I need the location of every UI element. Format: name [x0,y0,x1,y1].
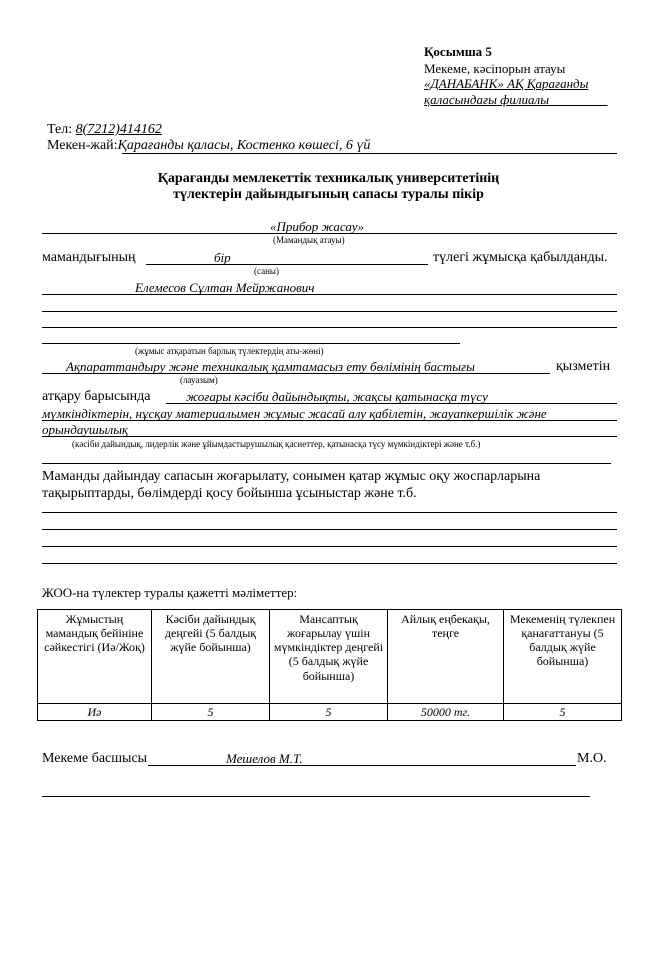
address-underline [122,153,617,154]
signature-line [148,765,576,766]
table-title: ЖОО-на түлектер туралы қажетті мәліметтер: [42,585,298,600]
address-row [47,139,370,153]
table-cell: 5 [504,704,622,721]
annex-title: Қосымша 5 [424,44,492,59]
specialty-suffix: түлегі жұмысқа қабылданды. [433,250,608,265]
qualities-text-1: жоғары кәсіби дайындықты, жақсы қатынасқа түсу [186,389,488,404]
address-label: Мекен-жай: [47,138,118,153]
table-cell: 50000 тг. [388,704,504,721]
proposals-blank-4 [42,563,617,564]
qualities-underline-2 [42,420,617,421]
specialty-value: «Прибор жасау» [270,219,364,234]
table-header-cell: Мекеменің түлекпен қанағаттануы (5 балдық жүйе бойынша) [504,610,622,704]
table-cell: Иә [38,704,152,721]
proposals-line-2: тақырыптарды, бөлімдерді қосу бойынша ұсыныстар және т.б. [42,486,417,501]
specialty-prefix: мамандығының [42,250,136,265]
table-header-cell: Мансаптық жоғарылау үшін мүмкіндіктер деңгейі (5 балдық жүйе бойынша) [270,610,388,704]
heading-line-2: түлектерін дайындығының сапасы туралы пікір [173,187,484,202]
annex-org-line-1: Мекеме, кәсіпорын атауы [424,61,566,76]
table-header-row [38,610,622,704]
position-underline [42,373,550,374]
phone-value: 8(7212)414162 [75,122,162,137]
table-cell: 5 [270,704,388,721]
address-value: Қарағанды қаласы, Костенко көшесі, 6 үй [117,138,371,153]
qualities-underline-1 [166,403,617,404]
specialty-underline [42,233,617,234]
graduate-count-value: бір [214,250,231,265]
qualities-text-2: мүмкіндіктерін, нұсқау материалымен жұмыс жасай алу қабілетін, жауапкершілік және [42,406,547,421]
names-line-3 [42,327,617,328]
qualities-caption: (кәсіби дайындық, лидерлік және ұйымдастырушылық қасиеттер, қатынасқа түсу мүмкіндіктері және т.б.) [72,439,481,449]
proposals-blank-3 [42,546,617,547]
stamp-mark: М.О. [577,751,607,766]
qualities-underline-3 [42,436,617,437]
heading-line-1: Қарағанды мемлекеттік техникалық университетінің [157,171,500,186]
count-caption: (саны) [254,266,279,276]
position-suffix: қызметін [556,359,611,374]
annex-org-line-2: «ДАНАБАНК» АҚ Қарағанды [424,76,589,91]
proposals-line-1: Маманды дайындау сапасын жоғарылату, сонымен қатар жұмыс оқу жоспарларына [42,469,541,484]
table-header-cell: Кәсіби дайындық деңгейі (5 балдық жүйе бойынша) [152,610,270,704]
names-line-2 [42,311,617,312]
footer-blank-line [42,796,590,797]
table-header-cell: Айлық еңбекақы, теңге [388,610,504,704]
table-header-cell: Жұмыстың мамандық бейініне сәйкестігі (Иә/Жоқ) [38,610,152,704]
graduate-name: Елемесов Сұлтан Мейржанович [135,280,315,295]
phone-label: Тел: [47,122,73,137]
qualities-text-3: орындаушылық [42,422,129,437]
table-cell: 5 [152,704,270,721]
head-signer: Мешелов М.Т. [226,751,303,766]
proposals-blank-2 [42,529,617,530]
phone-row [47,123,162,137]
names-line-4 [42,343,460,344]
head-label: Мекеме басшысы [42,751,148,766]
qualities-prefix: атқару барысында [42,389,151,404]
graduate-caption: (жұмыс атқаратын барлық түлектердің аты-жөні) [135,346,324,356]
table-row [38,704,622,721]
names-line-1 [42,294,617,295]
specialty-caption: (Мамандық атауы) [273,235,345,245]
qualities-underline-4 [42,463,611,464]
position-value: Ақпараттандыру және техникалық қамтамасыз ету бөлімінің бастығы [66,359,475,374]
position-caption: (лауазым) [180,375,218,385]
proposals-blank-1 [42,512,617,513]
count-underline [146,264,428,265]
graduate-info-table [37,609,622,721]
annex-org-line-3: қаласындағы филиалы_________ [424,92,608,107]
